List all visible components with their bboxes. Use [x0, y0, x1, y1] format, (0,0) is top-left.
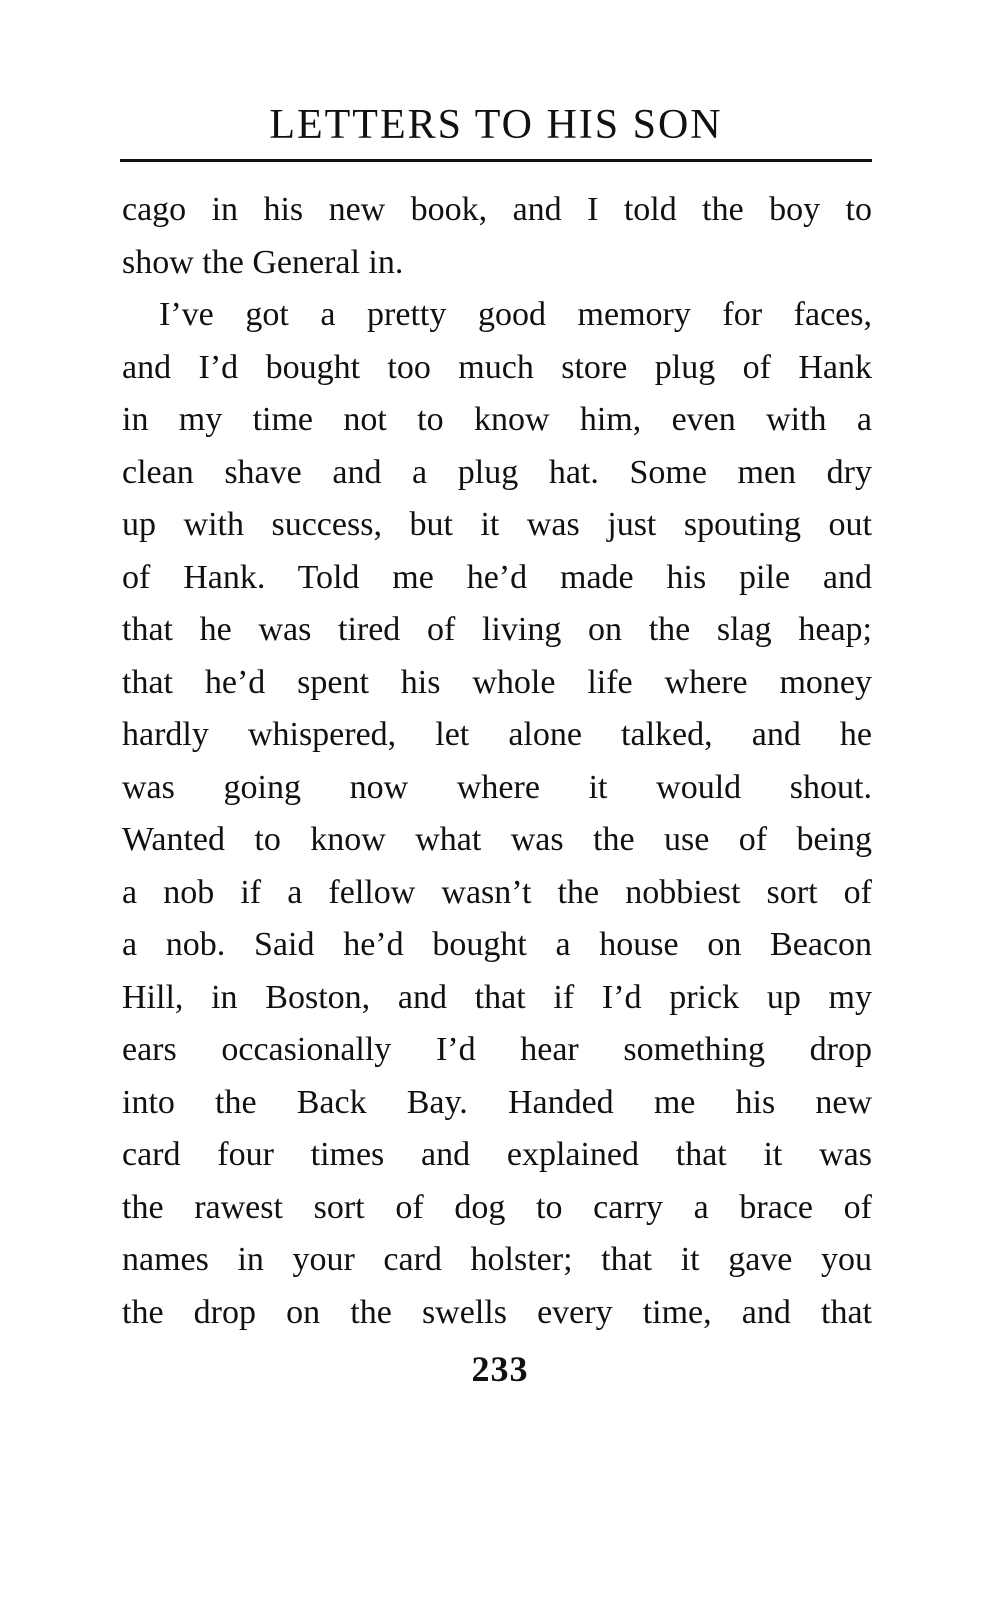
- running-head: LETTERS TO HIS SON: [269, 102, 723, 148]
- text-line: card four times and explained that it was: [122, 1136, 872, 1173]
- text-line: into the Back Bay. Handed me his new: [122, 1083, 872, 1121]
- text-line: a nob if a fellow wasn’t the nobbiest sort of: [122, 873, 872, 911]
- text-line: the rawest sort of dog to carry a brace of: [122, 1188, 872, 1226]
- text-line: was going now where it would shout.: [122, 768, 872, 806]
- header-rule: [120, 159, 872, 162]
- text-line: in my time not to know him, even with a: [122, 401, 872, 438]
- text-line: Wanted to know what was the use of being: [122, 821, 872, 858]
- text-line: and I’d bought too much store plug of Hank: [122, 348, 872, 386]
- text-line: clean shave and a plug hat. Some men dry: [122, 453, 872, 491]
- page-number: 233: [471, 1349, 529, 1389]
- text-line: names in your card holster; that it gave you: [122, 1241, 872, 1278]
- text-line: the drop on the swells every time, and that: [122, 1293, 872, 1331]
- text-line: Hill, in Boston, and that if I’d prick up my: [122, 978, 872, 1016]
- text-line: up with success, but it was just spouting out: [122, 506, 872, 543]
- text-line: hardly whispered, let alone talked, and he: [122, 716, 872, 753]
- text-line: cago in his new book, and I told the boy to: [122, 191, 872, 228]
- text-line: ears occasionally I’d hear something drop: [122, 1031, 872, 1068]
- text-line: I’ve got a pretty good memory for faces,: [159, 296, 872, 333]
- text-line: that he was tired of living on the slag heap;: [122, 611, 872, 648]
- text-line: of Hank. Told me he’d made his pile and: [122, 558, 872, 596]
- body-text: [122, 184, 872, 1339]
- text-line: show the General in.: [122, 243, 404, 281]
- text-line: a nob. Said he’d bought a house on Beacon: [122, 926, 872, 963]
- text-line: that he’d spent his whole life where money: [122, 663, 872, 701]
